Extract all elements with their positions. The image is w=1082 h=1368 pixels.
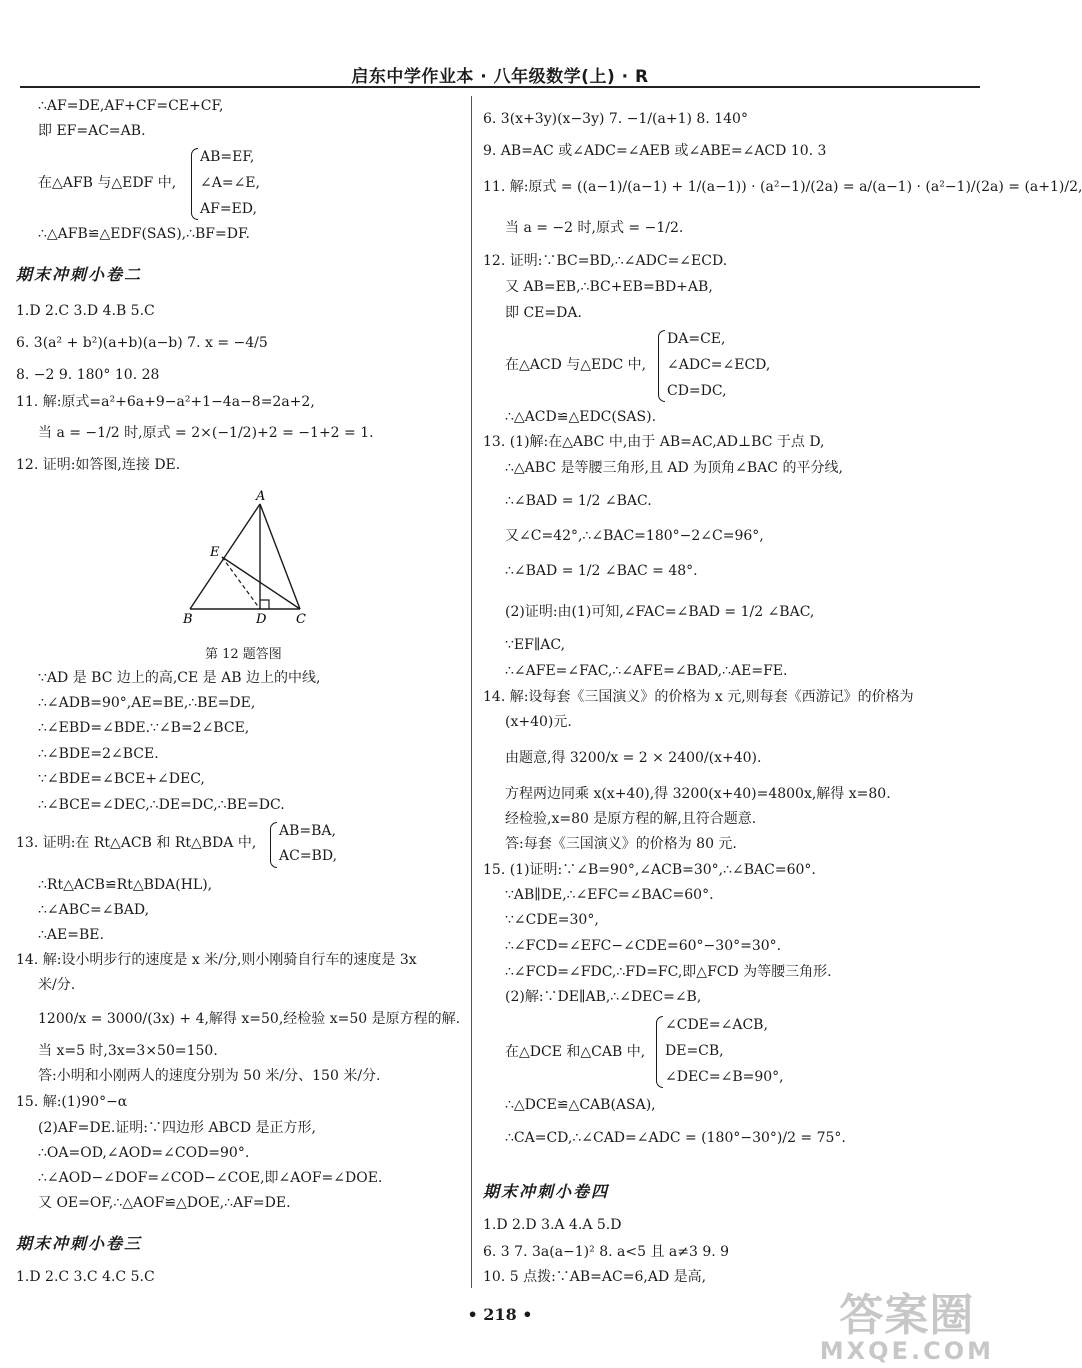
text-line: ∴∠BAD = 1/2 ∠BAC.: [505, 493, 652, 509]
right-brace: [658, 330, 665, 402]
text-line: 由题意,得 3200/x = 2 × 2400/(x+40).: [505, 750, 762, 766]
text-line: ∴OA=OD,∠AOD=∠COD=90°.: [38, 1145, 250, 1161]
watermark-main: 答案圈: [839, 1290, 975, 1341]
text-line: 答:每套《三国演义》的价格为 80 元.: [505, 836, 737, 852]
text-line: 在△AFB 与△EDF 中,: [38, 175, 177, 191]
text-line: 14. 解:设每套《三国演义》的价格为 x 元,则每套《西游记》的价格为: [483, 689, 914, 705]
median-ce: [222, 557, 300, 609]
left-brace: [191, 148, 198, 220]
text-line: 8. −2 9. 180° 10. 28: [16, 367, 160, 383]
watermark-url: MXQE.COM: [819, 1337, 994, 1365]
text-line: 当 x=5 时,3x=3×50=150.: [38, 1043, 218, 1059]
text-line: ∠DEC=∠B=90°,: [665, 1069, 784, 1085]
header-rule: [20, 86, 980, 88]
text-line: 米/分.: [38, 977, 76, 993]
text-line: 12. 证明:如答图,连接 DE.: [16, 457, 181, 473]
side-ac: [260, 504, 300, 609]
text-line: 11. 解:原式 = ((a−1)/(a−1) + 1/(a−1)) · (a²−1)/(2a) = a/(a−1) · (a²−1)/(2a) = (a+1)/2,: [483, 179, 1082, 195]
text-line: AC=BD,: [279, 848, 338, 864]
page-number: • 218 •: [467, 1305, 533, 1324]
text-line: AF=ED,: [200, 201, 257, 217]
label-a: A: [256, 489, 266, 504]
right-angle-mark: [260, 600, 269, 609]
left-brace: [270, 822, 277, 868]
text-line: ∴∠ABC=∠BAD,: [38, 902, 150, 918]
text-line: 在△ACD 与△EDC 中,: [505, 357, 647, 373]
text-line: 又 OE=OF,∴△AOF≌△DOE,∴AF=DE.: [38, 1195, 291, 1211]
segment-de: [222, 557, 260, 609]
text-line: 当 a = −1/2 时,原式 = 2×(−1/2)+2 = −1+2 = 1.: [38, 425, 374, 441]
side-ab: [190, 504, 260, 609]
text-line: 又 AB=EB,∴BC+EB=BD+AB,: [505, 279, 713, 295]
text-line: 13. 证明:在 Rt△ACB 和 Rt△BDA 中,: [16, 835, 257, 851]
text-line: ∵∠BDE=∠BCE+∠DEC,: [38, 771, 205, 787]
text-line: 又∠C=42°,∴∠BAC=180°−2∠C=96°,: [505, 528, 764, 544]
text-line: ∠ADC=∠ECD,: [667, 357, 771, 373]
text-line: AB=EF,: [200, 149, 255, 165]
text-line: 12. 证明:∵BC=BD,∴∠ADC=∠ECD.: [483, 253, 728, 269]
text-line: ∴AF=DE,AF+CF=CE+CF,: [38, 98, 224, 114]
text-line: ∴△DCE≌△CAB(ASA),: [505, 1097, 656, 1113]
text-line: 方程两边同乘 x(x+40),得 3200(x+40)=4800x,解得 x=80.: [505, 786, 891, 802]
text-line: 即 CE=DA.: [505, 305, 582, 321]
text-line: 9. AB=AC 或∠ADC=∠AEB 或∠ABE=∠ACD 10. 3: [483, 143, 827, 159]
text-line: CD=DC,: [667, 383, 727, 399]
text-line: ∴△ACD≌△EDC(SAS).: [505, 409, 657, 425]
text-line: 6. 3(x+3y)(x−3y) 7. −1/(a+1) 8. 140°: [483, 111, 748, 127]
text-line: 1.D 2.C 3.C 4.C 5.C: [16, 1269, 155, 1285]
text-line: 即 EF=AC=AB.: [38, 123, 146, 139]
text-line: (2)AF=DE.证明:∵四边形 ABCD 是正方形,: [38, 1120, 316, 1136]
text-line: DE=CB,: [665, 1043, 724, 1059]
text-line: 15. 解:(1)90°−α: [16, 1094, 128, 1110]
text-line: ∴∠BCE=∠DEC,∴DE=DC,∴BE=DC.: [38, 797, 285, 813]
text-line: 当 a = −2 时,原式 = −1/2.: [505, 220, 684, 236]
column-divider: [471, 96, 472, 1288]
text-line: (2)证明:由(1)可知,∠FAC=∠BAD = 1/2 ∠BAC,: [505, 604, 815, 620]
text-line: 在△DCE 和△CAB 中,: [505, 1044, 646, 1060]
text-line: ∴∠AOD−∠DOF=∠COD−∠COE,即∠AOF=∠DOE.: [38, 1170, 383, 1186]
text-line: 1.D 2.C 3.D 4.B 5.C: [16, 303, 155, 319]
text-line: ∴△ABC 是等腰三角形,且 AD 为顶角∠BAC 的平分线,: [505, 460, 843, 476]
text-line: ∴∠AFE=∠FAC,∴∠AFE=∠BAD,∴AE=FE.: [505, 663, 788, 679]
text-line: 10. 5 点拨:∵AB=AC=6,AD 是高,: [483, 1269, 707, 1285]
text-line: ∴△AFB≌△EDF(SAS),∴BF=DF.: [38, 226, 250, 242]
section-title: 期末冲刺小卷二: [16, 265, 143, 284]
text-line: ∴∠EBD=∠BDE.∵∠B=2∠BCE,: [38, 720, 250, 736]
text-line: ∴Rt△ACB≌Rt△BDA(HL),: [38, 877, 213, 893]
text-line: 6. 3(a² + b²)(a+b)(a−b) 7. x = −4/5: [16, 335, 268, 351]
label-c: C: [296, 612, 306, 627]
section-title: 期末冲刺小卷三: [16, 1234, 143, 1253]
right-brace: [656, 1016, 663, 1088]
text-line: 6. 3 7. 3a(a−1)² 8. a<5 且 a≠3 9. 9: [483, 1244, 730, 1260]
text-line: ∴CA=CD,∴∠CAD=∠ADC = (180°−30°)/2 = 75°.: [505, 1130, 846, 1146]
text-line: ∴∠BDE=2∠BCE.: [38, 746, 159, 762]
text-line: ∴∠FCD=∠FDC,∴FD=FC,即△FCD 为等腰三角形.: [505, 964, 832, 980]
text-line: (x+40)元.: [505, 714, 572, 730]
figure-caption: 第 12 题答图: [205, 647, 282, 662]
text-line: ∵AD 是 BC 边上的高,CE 是 AB 边上的中线,: [38, 670, 321, 686]
text-line: ∴∠FCD=∠EFC−∠CDE=60°−30°=30°.: [505, 938, 782, 954]
text-line: 经检验,x=80 是原方程的解,且符合题意.: [505, 811, 757, 827]
text-line: 答:小明和小刚两人的速度分别为 50 米/分、150 米/分.: [38, 1068, 381, 1084]
text-line: ∴∠ADB=90°,AE=BE,∴BE=DE,: [38, 695, 256, 711]
text-line: ∠CDE=∠ACB,: [665, 1017, 768, 1033]
label-d: D: [256, 612, 267, 627]
text-line: DA=CE,: [667, 331, 726, 347]
text-line: ∴AE=BE.: [38, 927, 104, 943]
watermark-logo: [819, 1290, 994, 1365]
text-line: ∵AB∥DE,∴∠EFC=∠BAC=60°.: [505, 887, 714, 903]
text-line: AB=BA,: [279, 823, 336, 839]
text-line: ∵∠CDE=30°,: [505, 912, 599, 928]
label-e: E: [210, 545, 220, 560]
label-b: B: [183, 612, 193, 627]
text-line: 15. (1)证明:∵∠B=90°,∠ACB=30°,∴∠BAC=60°.: [483, 862, 816, 878]
text-line: 13. (1)解:在△ABC 中,由于 AB=AC,AD⊥BC 于点 D,: [483, 434, 825, 450]
text-line: 11. 解:原式=a²+6a+9−a²+1−4a−8=2a+2,: [16, 394, 315, 410]
text-line: ∠A=∠E,: [200, 175, 260, 191]
section-title: 期末冲刺小卷四: [483, 1182, 610, 1201]
page-header: 启东中学作业本 · 八年级数学(上) · R: [351, 67, 649, 87]
text-line: 1.D 2.D 3.A 4.A 5.D: [483, 1217, 622, 1233]
text-line: 14. 解:设小明步行的速度是 x 米/分,则小刚骑自行车的速度是 3x: [16, 952, 417, 968]
text-line: (2)解:∵DE∥AB,∴∠DEC=∠B,: [505, 989, 702, 1005]
triangle-figure: [175, 486, 325, 626]
text-line: ∴∠BAD = 1/2 ∠BAC = 48°.: [505, 563, 698, 579]
text-line: ∵EF∥AC,: [505, 637, 566, 653]
text-line: 1200/x = 3000/(3x) + 4,解得 x=50,经检验 x=50 是原方程的解.: [38, 1011, 461, 1027]
